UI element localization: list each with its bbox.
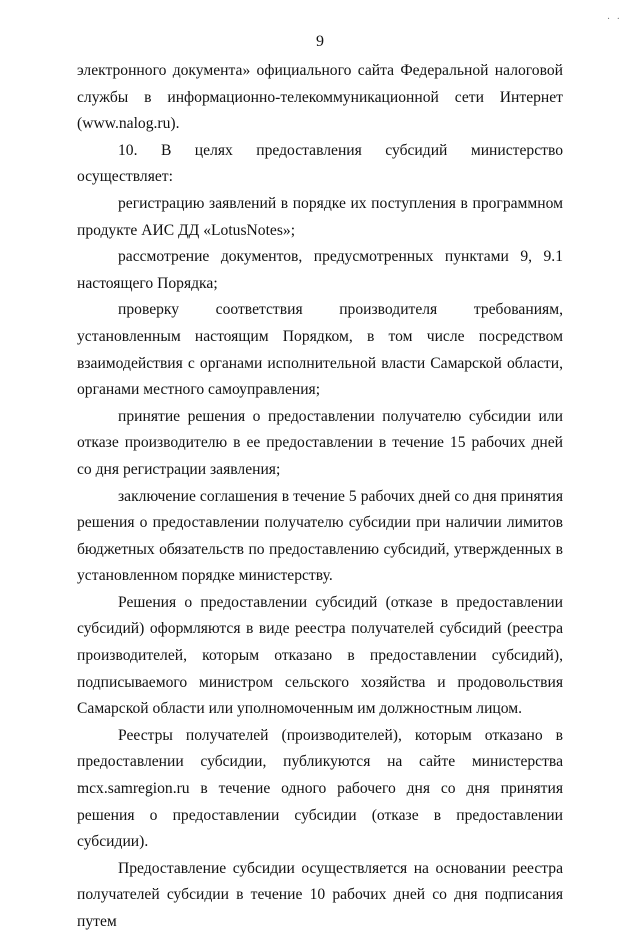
paragraph-decision: принятие решения о предоставлении получателю субсидии или отказе производителю в ее предоставлении в течение 15 рабочих дней со дня регистрации заявления; — [77, 407, 563, 478]
document-body — [77, 58, 563, 936]
paragraph-continuation: электронного документа» официального сайта Федеральной налоговой службы в информационно-телекоммуникационной сети Интернет (www.nalog.ru). — [77, 62, 563, 133]
paragraph-review: рассмотрение документов, предусмотренных пунктами 9, 9.1 настоящего Порядка; — [77, 248, 563, 292]
paragraph-payment: Предоставление субсидии осуществляется на основании реестра получателей субсидии в течение 10 рабочих дней со дня подписания путем — [77, 859, 563, 930]
scan-mark: · · — [606, 14, 622, 25]
page-number: 9 — [316, 33, 324, 50]
paragraph-registration: регистрацию заявлений в порядке их поступления в программном продукте АИС ДД «LotusNotes»; — [77, 194, 563, 239]
paragraph-compliance-check: проверку соответствия производителя требованиям, установленным настоящим Порядком, в том числе посредством взаимодействия с органами исполнительной власти Самарской области, органами местного самоуправления; — [77, 301, 563, 399]
paragraph-agreement: заключение соглашения в течение 5 рабочих дней со дня принятия решения о предоставлении получателю субсидии при наличии лимитов бюджетных обязательств по предоставлению субсидий, утвержденных в установленном порядке министерству. — [77, 487, 563, 585]
paragraph-item-10: 10. В целях предоставления субсидий министерство осуществляет: — [77, 141, 563, 186]
paragraph-registry-decisions: Решения о предоставлении субсидий (отказе в предоставлении субсидий) оформляются в виде реестра получателей субсидий (реестра производителей, которым отказано в предоставлении субсидий), подписываемого министром сельского хозяйства и продовольствия Самарской области или уполномоченным им должностным лицом. — [77, 593, 563, 718]
paragraph-registry-publication: Реестры получателей (производителей), которым отказано в предоставлении субсидии, публикуются на сайте министерства mcx.samregion.ru в течение одного рабочего дня со дня принятия решения о предоставлении субсидии (отказе в предоставлении субсидии). — [77, 726, 563, 851]
